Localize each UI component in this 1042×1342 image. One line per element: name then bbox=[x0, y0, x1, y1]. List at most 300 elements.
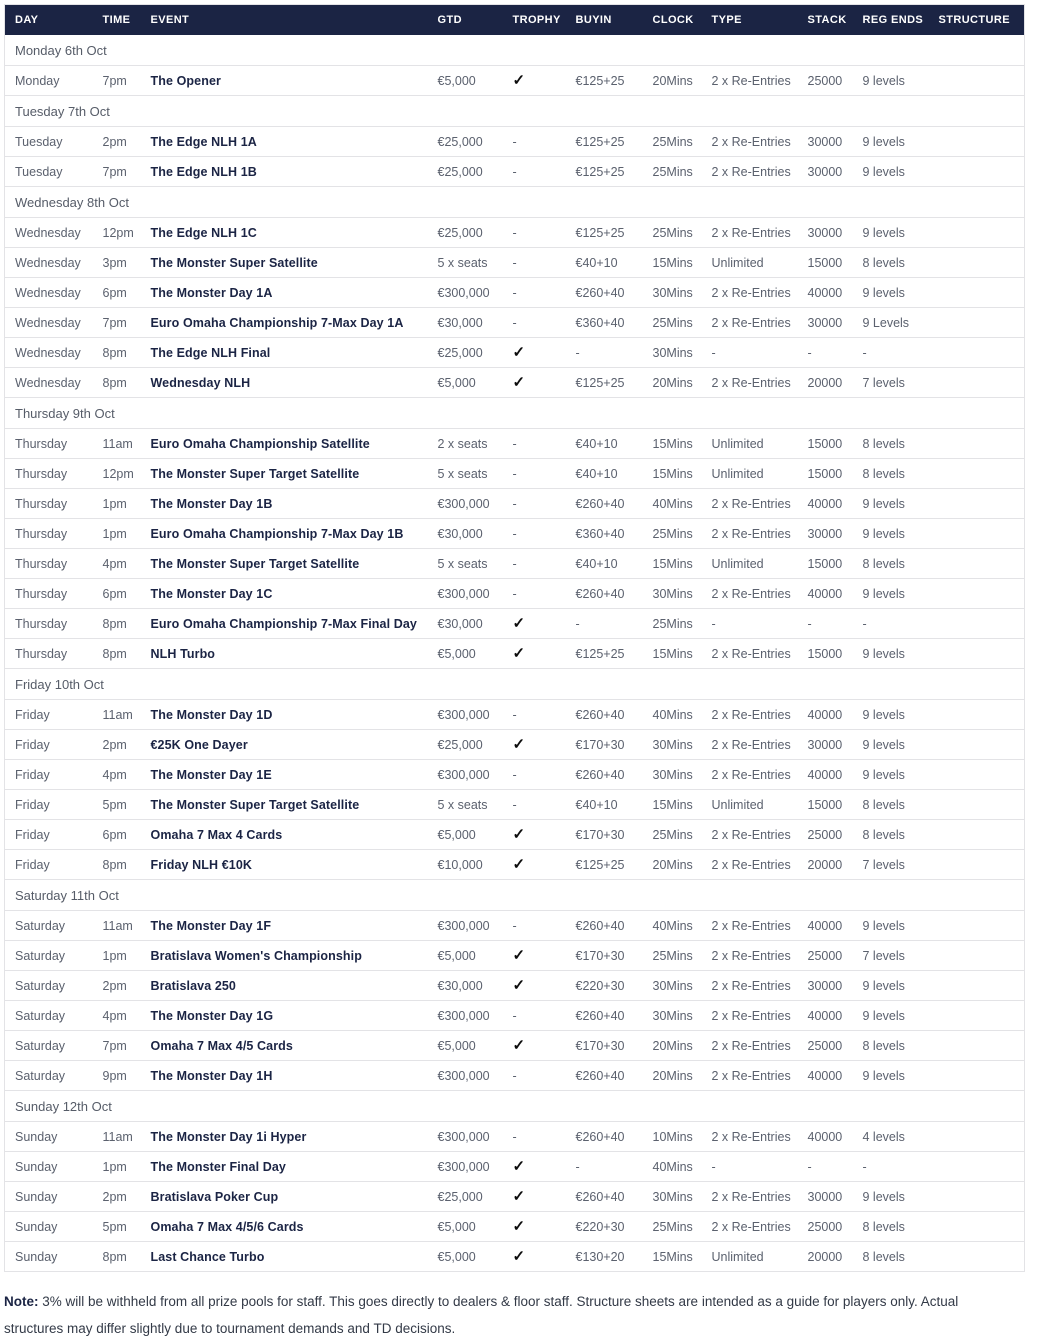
cell-gtd: €300,000 bbox=[428, 700, 503, 730]
cell-type: 2 x Re-Entries bbox=[702, 66, 798, 96]
cell-type: - bbox=[702, 338, 798, 368]
cell-event: Euro Omaha Championship 7-Max Final Day bbox=[141, 609, 428, 639]
cell-buyin: €260+40 bbox=[566, 1061, 643, 1091]
table-row bbox=[5, 1182, 1025, 1212]
cell-day: Sunday bbox=[5, 1152, 93, 1182]
trophy-check-icon: ✓ bbox=[512, 947, 526, 964]
cell-buyin: €40+10 bbox=[566, 248, 643, 278]
cell-gtd: €25,000 bbox=[428, 730, 503, 760]
cell-time: 4pm bbox=[93, 1001, 141, 1031]
cell-gtd: 5 x seats bbox=[428, 459, 503, 489]
cell-trophy: - bbox=[503, 157, 566, 187]
cell-gtd: €25,000 bbox=[428, 127, 503, 157]
cell-trophy: - bbox=[503, 1122, 566, 1152]
cell-structure bbox=[929, 971, 1025, 1001]
section-row bbox=[5, 1091, 1025, 1122]
cell-event: Omaha 7 Max 4 Cards bbox=[141, 820, 428, 850]
cell-gtd: €300,000 bbox=[428, 1001, 503, 1031]
cell-structure bbox=[929, 338, 1025, 368]
trophy-check-icon: ✓ bbox=[512, 645, 526, 662]
cell-time: 5pm bbox=[93, 1212, 141, 1242]
cell-gtd: €5,000 bbox=[428, 368, 503, 398]
cell-gtd: €30,000 bbox=[428, 609, 503, 639]
cell-gtd: €5,000 bbox=[428, 1031, 503, 1061]
cell-reg-ends: 9 levels bbox=[853, 700, 929, 730]
cell-type: 2 x Re-Entries bbox=[702, 308, 798, 338]
cell-gtd: €300,000 bbox=[428, 579, 503, 609]
cell-stack: 40000 bbox=[798, 1061, 853, 1091]
cell-type: 2 x Re-Entries bbox=[702, 700, 798, 730]
table-row bbox=[5, 248, 1025, 278]
cell-event: Euro Omaha Championship Satellite bbox=[141, 429, 428, 459]
cell-event: The Monster Day 1D bbox=[141, 700, 428, 730]
cell-structure bbox=[929, 368, 1025, 398]
cell-gtd: €300,000 bbox=[428, 1122, 503, 1152]
note-text: 3% will be withheld from all prize pools for staff. This goes directly to dealers & floor staff. Structure sheets are intended as a guide for players only. Actual structures may differ slightly due to tournament demands and TD decisions. bbox=[4, 1294, 959, 1336]
cell-time: 9pm bbox=[93, 1061, 141, 1091]
cell-clock: 30Mins bbox=[643, 760, 702, 790]
cell-time: 1pm bbox=[93, 489, 141, 519]
cell-stack: 30000 bbox=[798, 730, 853, 760]
cell-clock: 20Mins bbox=[643, 368, 702, 398]
cell-clock: 15Mins bbox=[643, 639, 702, 669]
trophy-check-icon: ✓ bbox=[512, 1158, 526, 1175]
cell-structure bbox=[929, 278, 1025, 308]
trophy-check-icon: ✓ bbox=[512, 977, 526, 994]
cell-buyin: €260+40 bbox=[566, 760, 643, 790]
cell-stack: - bbox=[798, 1152, 853, 1182]
cell-stack: 30000 bbox=[798, 308, 853, 338]
cell-event: The Edge NLH Final bbox=[141, 338, 428, 368]
cell-trophy bbox=[503, 820, 566, 850]
cell-stack: 20000 bbox=[798, 368, 853, 398]
cell-reg-ends: 9 levels bbox=[853, 519, 929, 549]
cell-buyin: €170+30 bbox=[566, 1031, 643, 1061]
cell-gtd: €25,000 bbox=[428, 1182, 503, 1212]
table-row bbox=[5, 308, 1025, 338]
cell-stack: - bbox=[798, 338, 853, 368]
cell-clock: 25Mins bbox=[643, 1212, 702, 1242]
cell-structure bbox=[929, 1061, 1025, 1091]
cell-day: Saturday bbox=[5, 971, 93, 1001]
cell-gtd: €5,000 bbox=[428, 1212, 503, 1242]
cell-clock: 30Mins bbox=[643, 1001, 702, 1031]
cell-clock: 30Mins bbox=[643, 971, 702, 1001]
cell-clock: 15Mins bbox=[643, 248, 702, 278]
trophy-check-icon: ✓ bbox=[512, 615, 526, 632]
cell-buyin: €260+40 bbox=[566, 911, 643, 941]
table-row bbox=[5, 519, 1025, 549]
cell-structure bbox=[929, 609, 1025, 639]
cell-event: €25K One Dayer bbox=[141, 730, 428, 760]
cell-event: The Monster Day 1E bbox=[141, 760, 428, 790]
cell-day: Sunday bbox=[5, 1122, 93, 1152]
cell-event: The Edge NLH 1A bbox=[141, 127, 428, 157]
cell-reg-ends: 9 levels bbox=[853, 730, 929, 760]
col-header-time: TIME bbox=[93, 5, 141, 36]
table-row bbox=[5, 1122, 1025, 1152]
cell-stack: 30000 bbox=[798, 127, 853, 157]
cell-trophy: - bbox=[503, 278, 566, 308]
cell-trophy bbox=[503, 609, 566, 639]
cell-stack: 15000 bbox=[798, 429, 853, 459]
cell-buyin: €360+40 bbox=[566, 519, 643, 549]
cell-type: 2 x Re-Entries bbox=[702, 820, 798, 850]
cell-type: 2 x Re-Entries bbox=[702, 730, 798, 760]
table-row bbox=[5, 1242, 1025, 1272]
footer-note bbox=[4, 1288, 1016, 1342]
cell-day: Saturday bbox=[5, 1031, 93, 1061]
cell-reg-ends: 8 levels bbox=[853, 1242, 929, 1272]
table-row bbox=[5, 1152, 1025, 1182]
cell-buyin: €40+10 bbox=[566, 549, 643, 579]
cell-time: 5pm bbox=[93, 790, 141, 820]
cell-clock: 15Mins bbox=[643, 1242, 702, 1272]
cell-time: 11am bbox=[93, 911, 141, 941]
cell-day: Thursday bbox=[5, 429, 93, 459]
cell-gtd: 5 x seats bbox=[428, 549, 503, 579]
cell-buyin: €260+40 bbox=[566, 1182, 643, 1212]
cell-day: Saturday bbox=[5, 1001, 93, 1031]
cell-gtd: €5,000 bbox=[428, 820, 503, 850]
cell-buyin: - bbox=[566, 609, 643, 639]
cell-event: Bratislava Women's Championship bbox=[141, 941, 428, 971]
cell-buyin: €125+25 bbox=[566, 157, 643, 187]
cell-structure bbox=[929, 519, 1025, 549]
section-label: Wednesday 8th Oct bbox=[5, 187, 1025, 218]
cell-trophy: - bbox=[503, 579, 566, 609]
cell-gtd: €30,000 bbox=[428, 519, 503, 549]
trophy-check-icon: ✓ bbox=[512, 374, 526, 391]
cell-clock: 30Mins bbox=[643, 730, 702, 760]
cell-day: Saturday bbox=[5, 1061, 93, 1091]
cell-buyin: €260+40 bbox=[566, 489, 643, 519]
cell-reg-ends: 9 levels bbox=[853, 1182, 929, 1212]
cell-structure bbox=[929, 941, 1025, 971]
section-row bbox=[5, 187, 1025, 218]
cell-buyin: €220+30 bbox=[566, 971, 643, 1001]
cell-time: 1pm bbox=[93, 1152, 141, 1182]
cell-reg-ends: 9 levels bbox=[853, 157, 929, 187]
table-row bbox=[5, 1061, 1025, 1091]
cell-clock: 15Mins bbox=[643, 459, 702, 489]
note-label: Note: bbox=[4, 1294, 39, 1309]
cell-trophy bbox=[503, 1152, 566, 1182]
cell-type: 2 x Re-Entries bbox=[702, 1031, 798, 1061]
cell-type: 2 x Re-Entries bbox=[702, 941, 798, 971]
cell-time: 11am bbox=[93, 700, 141, 730]
section-row bbox=[5, 669, 1025, 700]
col-header-clock: CLOCK bbox=[643, 5, 702, 36]
cell-clock: 25Mins bbox=[643, 609, 702, 639]
cell-stack: 15000 bbox=[798, 459, 853, 489]
cell-event: The Edge NLH 1B bbox=[141, 157, 428, 187]
cell-structure bbox=[929, 760, 1025, 790]
cell-reg-ends: 7 levels bbox=[853, 368, 929, 398]
cell-buyin: - bbox=[566, 1152, 643, 1182]
cell-gtd: €300,000 bbox=[428, 760, 503, 790]
cell-day: Thursday bbox=[5, 579, 93, 609]
cell-time: 12pm bbox=[93, 459, 141, 489]
cell-day: Sunday bbox=[5, 1242, 93, 1272]
cell-time: 6pm bbox=[93, 820, 141, 850]
cell-time: 8pm bbox=[93, 368, 141, 398]
cell-structure bbox=[929, 700, 1025, 730]
cell-structure bbox=[929, 730, 1025, 760]
cell-day: Sunday bbox=[5, 1182, 93, 1212]
cell-clock: 15Mins bbox=[643, 429, 702, 459]
table-row bbox=[5, 760, 1025, 790]
table-row bbox=[5, 911, 1025, 941]
cell-reg-ends: 9 levels bbox=[853, 66, 929, 96]
cell-stack: 40000 bbox=[798, 1122, 853, 1152]
cell-trophy: - bbox=[503, 1061, 566, 1091]
cell-structure bbox=[929, 911, 1025, 941]
cell-gtd: €25,000 bbox=[428, 338, 503, 368]
cell-type: 2 x Re-Entries bbox=[702, 218, 798, 248]
cell-reg-ends: 9 Levels bbox=[853, 308, 929, 338]
cell-clock: 25Mins bbox=[643, 519, 702, 549]
cell-structure bbox=[929, 850, 1025, 880]
schedule-table-body bbox=[5, 35, 1025, 1272]
cell-day: Friday bbox=[5, 760, 93, 790]
cell-structure bbox=[929, 489, 1025, 519]
cell-event: Wednesday NLH bbox=[141, 368, 428, 398]
cell-stack: 25000 bbox=[798, 1212, 853, 1242]
cell-event: Euro Omaha Championship 7-Max Day 1B bbox=[141, 519, 428, 549]
cell-reg-ends: 7 levels bbox=[853, 941, 929, 971]
cell-reg-ends: 8 levels bbox=[853, 790, 929, 820]
cell-reg-ends: 8 levels bbox=[853, 459, 929, 489]
cell-reg-ends: 8 levels bbox=[853, 248, 929, 278]
cell-type: 2 x Re-Entries bbox=[702, 639, 798, 669]
cell-gtd: €25,000 bbox=[428, 157, 503, 187]
cell-gtd: €300,000 bbox=[428, 278, 503, 308]
cell-clock: 15Mins bbox=[643, 790, 702, 820]
cell-clock: 30Mins bbox=[643, 278, 702, 308]
cell-reg-ends: - bbox=[853, 1152, 929, 1182]
cell-stack: 20000 bbox=[798, 1242, 853, 1272]
cell-event: Bratislava 250 bbox=[141, 971, 428, 1001]
cell-trophy bbox=[503, 66, 566, 96]
table-row bbox=[5, 1212, 1025, 1242]
cell-stack: 40000 bbox=[798, 489, 853, 519]
cell-time: 6pm bbox=[93, 278, 141, 308]
cell-stack: 25000 bbox=[798, 66, 853, 96]
cell-gtd: 2 x seats bbox=[428, 429, 503, 459]
cell-day: Saturday bbox=[5, 911, 93, 941]
cell-day: Wednesday bbox=[5, 278, 93, 308]
cell-stack: 20000 bbox=[798, 850, 853, 880]
table-row bbox=[5, 489, 1025, 519]
cell-gtd: €300,000 bbox=[428, 1061, 503, 1091]
cell-clock: 25Mins bbox=[643, 308, 702, 338]
cell-day: Friday bbox=[5, 850, 93, 880]
cell-structure bbox=[929, 549, 1025, 579]
cell-day: Wednesday bbox=[5, 308, 93, 338]
section-label: Monday 6th Oct bbox=[5, 35, 1025, 66]
trophy-check-icon: ✓ bbox=[512, 826, 526, 843]
cell-gtd: €300,000 bbox=[428, 911, 503, 941]
cell-clock: 40Mins bbox=[643, 700, 702, 730]
cell-reg-ends: 9 levels bbox=[853, 579, 929, 609]
cell-trophy: - bbox=[503, 1001, 566, 1031]
cell-structure bbox=[929, 1212, 1025, 1242]
cell-buyin: €360+40 bbox=[566, 308, 643, 338]
cell-buyin: €125+25 bbox=[566, 368, 643, 398]
cell-stack: 40000 bbox=[798, 278, 853, 308]
cell-trophy bbox=[503, 639, 566, 669]
cell-structure bbox=[929, 248, 1025, 278]
cell-reg-ends: 9 levels bbox=[853, 1001, 929, 1031]
cell-type: - bbox=[702, 609, 798, 639]
cell-day: Friday bbox=[5, 790, 93, 820]
cell-stack: 40000 bbox=[798, 911, 853, 941]
cell-clock: 40Mins bbox=[643, 489, 702, 519]
cell-event: The Monster Super Satellite bbox=[141, 248, 428, 278]
cell-day: Thursday bbox=[5, 459, 93, 489]
col-header-event: EVENT bbox=[141, 5, 428, 36]
col-header-reg-ends: REG ENDS bbox=[853, 5, 929, 36]
cell-clock: 25Mins bbox=[643, 157, 702, 187]
cell-day: Wednesday bbox=[5, 338, 93, 368]
cell-buyin: €260+40 bbox=[566, 1122, 643, 1152]
cell-day: Friday bbox=[5, 700, 93, 730]
cell-reg-ends: 4 levels bbox=[853, 1122, 929, 1152]
section-row bbox=[5, 398, 1025, 429]
cell-clock: 40Mins bbox=[643, 1152, 702, 1182]
col-header-trophy: TROPHY bbox=[503, 5, 566, 36]
cell-type: 2 x Re-Entries bbox=[702, 760, 798, 790]
table-row bbox=[5, 941, 1025, 971]
table-row bbox=[5, 820, 1025, 850]
trophy-check-icon: ✓ bbox=[512, 736, 526, 753]
cell-day: Thursday bbox=[5, 519, 93, 549]
cell-type: 2 x Re-Entries bbox=[702, 368, 798, 398]
cell-event: The Monster Super Target Satellite bbox=[141, 459, 428, 489]
cell-clock: 20Mins bbox=[643, 1061, 702, 1091]
cell-day: Thursday bbox=[5, 489, 93, 519]
cell-event: Friday NLH €10K bbox=[141, 850, 428, 880]
cell-time: 2pm bbox=[93, 730, 141, 760]
cell-structure bbox=[929, 429, 1025, 459]
cell-event: The Monster Day 1A bbox=[141, 278, 428, 308]
cell-time: 4pm bbox=[93, 549, 141, 579]
cell-stack: 25000 bbox=[798, 820, 853, 850]
cell-clock: 10Mins bbox=[643, 1122, 702, 1152]
cell-reg-ends: 8 levels bbox=[853, 549, 929, 579]
cell-trophy bbox=[503, 1212, 566, 1242]
cell-trophy: - bbox=[503, 218, 566, 248]
cell-stack: 25000 bbox=[798, 941, 853, 971]
trophy-check-icon: ✓ bbox=[512, 856, 526, 873]
cell-trophy bbox=[503, 1242, 566, 1272]
table-row bbox=[5, 700, 1025, 730]
cell-structure bbox=[929, 1152, 1025, 1182]
cell-gtd: €5,000 bbox=[428, 1242, 503, 1272]
tournament-schedule-table bbox=[4, 4, 1025, 1272]
cell-day: Thursday bbox=[5, 549, 93, 579]
section-label: Sunday 12th Oct bbox=[5, 1091, 1025, 1122]
cell-structure bbox=[929, 1242, 1025, 1272]
cell-day: Wednesday bbox=[5, 368, 93, 398]
cell-event: Last Chance Turbo bbox=[141, 1242, 428, 1272]
cell-trophy: - bbox=[503, 700, 566, 730]
cell-type: 2 x Re-Entries bbox=[702, 1122, 798, 1152]
cell-reg-ends: 8 levels bbox=[853, 429, 929, 459]
table-row bbox=[5, 579, 1025, 609]
cell-gtd: 5 x seats bbox=[428, 248, 503, 278]
cell-type: 2 x Re-Entries bbox=[702, 1212, 798, 1242]
cell-time: 3pm bbox=[93, 248, 141, 278]
cell-trophy: - bbox=[503, 489, 566, 519]
cell-reg-ends: 8 levels bbox=[853, 820, 929, 850]
cell-buyin: €125+25 bbox=[566, 639, 643, 669]
cell-reg-ends: 7 levels bbox=[853, 850, 929, 880]
cell-gtd: 5 x seats bbox=[428, 790, 503, 820]
cell-stack: 25000 bbox=[798, 1031, 853, 1061]
table-row bbox=[5, 368, 1025, 398]
cell-event: The Monster Super Target Satellite bbox=[141, 549, 428, 579]
cell-trophy: - bbox=[503, 127, 566, 157]
trophy-check-icon: ✓ bbox=[512, 1037, 526, 1054]
cell-structure bbox=[929, 639, 1025, 669]
table-row bbox=[5, 459, 1025, 489]
table-row bbox=[5, 157, 1025, 187]
cell-reg-ends: 9 levels bbox=[853, 639, 929, 669]
cell-clock: 15Mins bbox=[643, 549, 702, 579]
cell-reg-ends: 9 levels bbox=[853, 760, 929, 790]
cell-type: 2 x Re-Entries bbox=[702, 850, 798, 880]
cell-day: Wednesday bbox=[5, 248, 93, 278]
cell-structure bbox=[929, 157, 1025, 187]
cell-stack: 15000 bbox=[798, 639, 853, 669]
section-row bbox=[5, 35, 1025, 66]
tournament-schedule-page bbox=[0, 4, 1042, 1342]
col-header-stack: STACK bbox=[798, 5, 853, 36]
cell-time: 7pm bbox=[93, 66, 141, 96]
cell-trophy: - bbox=[503, 760, 566, 790]
cell-event: Omaha 7 Max 4/5 Cards bbox=[141, 1031, 428, 1061]
cell-buyin: €170+30 bbox=[566, 820, 643, 850]
cell-clock: 25Mins bbox=[643, 820, 702, 850]
cell-type: Unlimited bbox=[702, 248, 798, 278]
cell-gtd: €5,000 bbox=[428, 66, 503, 96]
cell-day: Friday bbox=[5, 730, 93, 760]
cell-clock: 20Mins bbox=[643, 850, 702, 880]
cell-type: 2 x Re-Entries bbox=[702, 519, 798, 549]
cell-structure bbox=[929, 1122, 1025, 1152]
cell-type: Unlimited bbox=[702, 429, 798, 459]
cell-buyin: €125+25 bbox=[566, 127, 643, 157]
col-header-gtd: GTD bbox=[428, 5, 503, 36]
section-label: Friday 10th Oct bbox=[5, 669, 1025, 700]
table-row bbox=[5, 971, 1025, 1001]
cell-structure bbox=[929, 66, 1025, 96]
cell-event: Omaha 7 Max 4/5/6 Cards bbox=[141, 1212, 428, 1242]
cell-event: Euro Omaha Championship 7-Max Day 1A bbox=[141, 308, 428, 338]
table-row bbox=[5, 278, 1025, 308]
cell-gtd: €5,000 bbox=[428, 639, 503, 669]
cell-type: 2 x Re-Entries bbox=[702, 157, 798, 187]
cell-type: Unlimited bbox=[702, 1242, 798, 1272]
table-row bbox=[5, 218, 1025, 248]
cell-event: The Monster Final Day bbox=[141, 1152, 428, 1182]
cell-buyin: €170+30 bbox=[566, 941, 643, 971]
cell-event: The Edge NLH 1C bbox=[141, 218, 428, 248]
cell-type: - bbox=[702, 1152, 798, 1182]
section-label: Tuesday 7th Oct bbox=[5, 96, 1025, 127]
